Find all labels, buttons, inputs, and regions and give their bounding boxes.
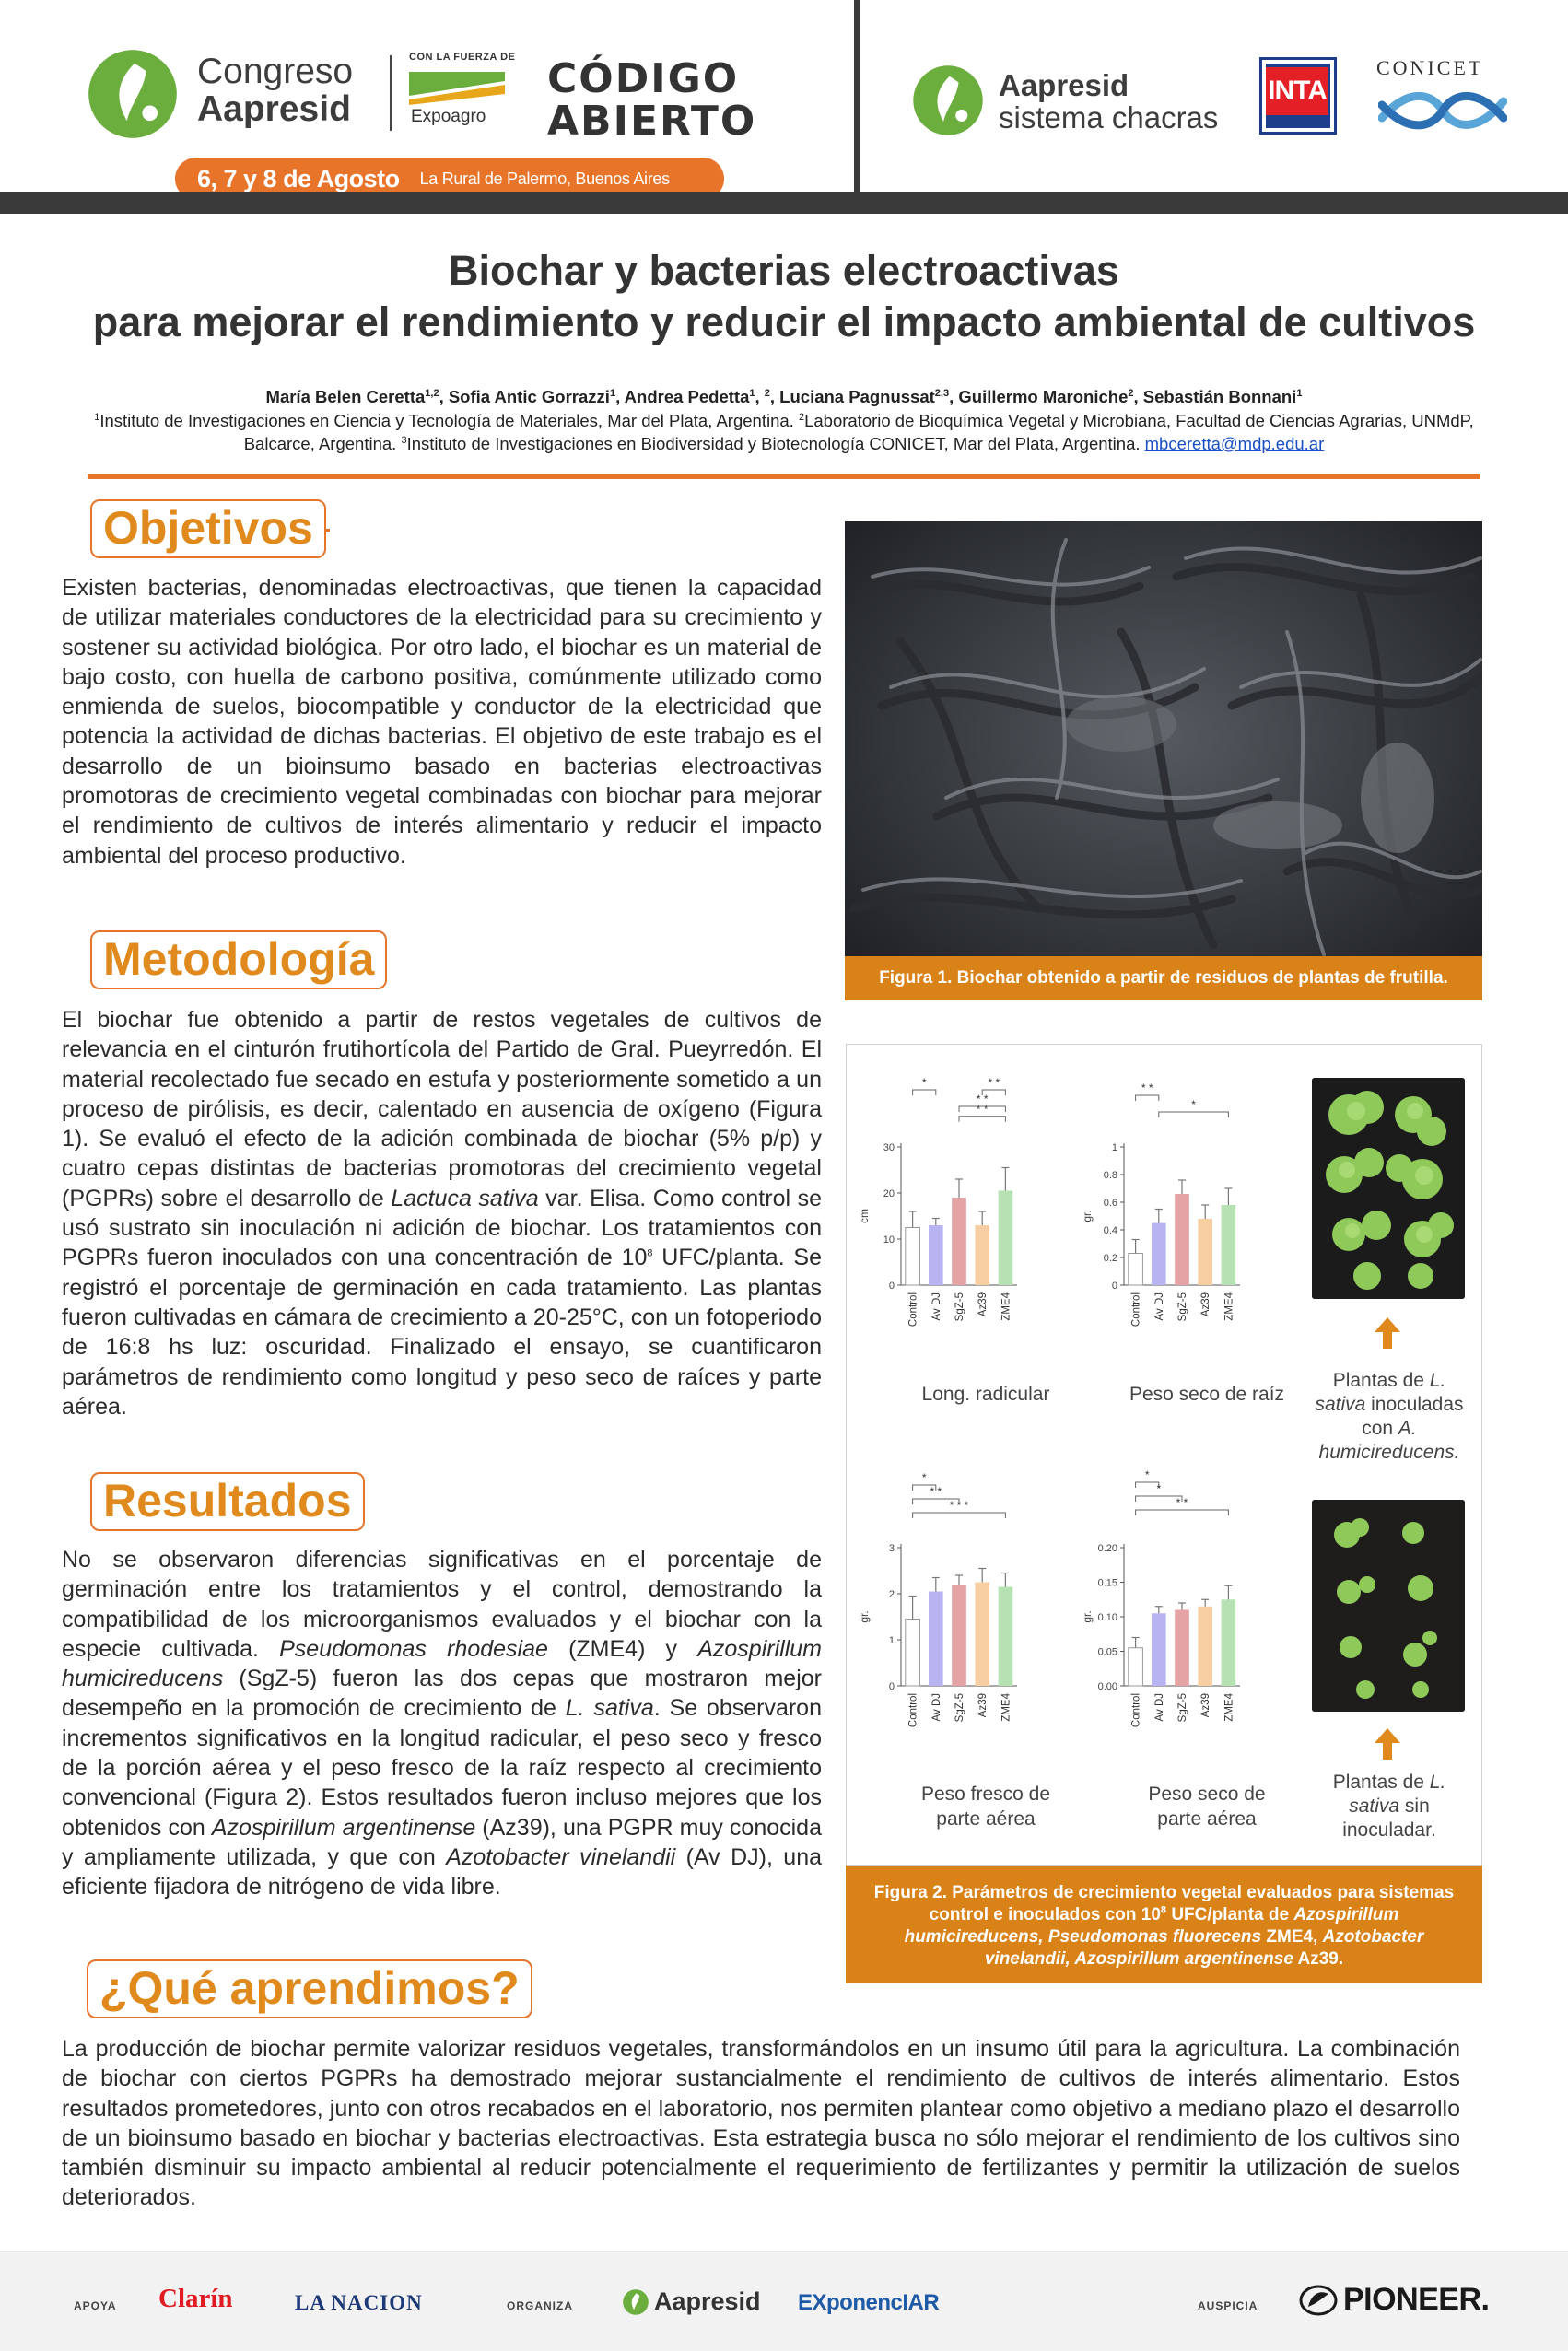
metodologia-heading: Metodología xyxy=(90,930,387,989)
sistema-chacras-wordmark xyxy=(999,70,1218,134)
bar-control xyxy=(906,1620,920,1687)
y-axis-label: gr. xyxy=(1081,1610,1094,1623)
y-axis-label: gr. xyxy=(1081,1210,1094,1222)
species-name: Lactuca sativa xyxy=(391,1185,539,1211)
exponencial-logo: EXponencIAR xyxy=(798,2290,940,2315)
x-tick-label: SgZ-5 xyxy=(954,1693,965,1723)
lettuce-seedlings-small-icon xyxy=(1312,1500,1465,1712)
x-tick-label: Control xyxy=(907,1292,919,1328)
y-tick-label: 0.8 xyxy=(1103,1170,1117,1181)
y-tick-label: 0 xyxy=(1111,1281,1117,1292)
y-tick-label: 30 xyxy=(883,1142,895,1153)
x-tick-label: Av DJ xyxy=(1153,1292,1165,1321)
y-tick-label: 0.2 xyxy=(1103,1253,1117,1264)
affil-sup: 3 xyxy=(401,434,407,446)
species-name: Azospirillum humicireducens xyxy=(62,1635,822,1692)
objetivos-text: Existen bacterias, denominadas electroactivas, que tienen la capacidad de utilizar materiales conductores de la electricidad para su crecimiento y sostener su actividad biológica. Por otro lado, el biochar es un material de bajo costo, con huella de carbono positiva, comúnmente utilizado como enmienda de suelos, biocompatible y conductor de la electricidad que potencia la actividad de dichas bacterias. El objetivo de este trabajo es el desarrollo de un bioinsumo basado en bacterias electroactivas promotoras de crecimiento vegetal combinadas con biochar para mejorar el rendimiento de cultivos de interés alimentario y reducir el impacto ambiental del proceso productivo. xyxy=(62,575,822,869)
significance-stars: * xyxy=(1144,1468,1150,1481)
bar-av-dj xyxy=(929,1225,943,1285)
author-sup: 1 xyxy=(609,387,616,399)
y-tick-label: 0.00 xyxy=(1097,1681,1117,1692)
author: , Guillermo Maroniche xyxy=(949,387,1129,406)
event-venue: La Rural de Palermo, Buenos Aires xyxy=(419,169,670,188)
significance-stars: * * xyxy=(1141,1082,1153,1094)
resultados-text xyxy=(62,1545,822,1902)
significance-bracket xyxy=(1136,1510,1229,1515)
bar-zme4 xyxy=(999,1587,1013,1687)
auspicia-label: AUSPICIA xyxy=(1198,2299,1258,2312)
author-sup: 1,2 xyxy=(425,387,439,399)
x-tick-label: ZME4 xyxy=(1223,1693,1235,1722)
congreso-line2: Aapresid xyxy=(197,88,351,129)
y-tick-label: 0 xyxy=(888,1281,895,1292)
affiliations xyxy=(83,409,1485,455)
resultados-span: No se observaron diferencias significativas en el porcentaje de germinación entre los tratamientos y el control, demostrando la compatibilidad de los microorganismos evaluados y el biochar con la especie cultivada. xyxy=(62,1547,822,1662)
species-name: Azotobacter vinelandii xyxy=(446,1843,676,1870)
header-bottom-bar xyxy=(0,192,1568,214)
y-axis-label: cm xyxy=(858,1209,871,1223)
conicet-wordmark: CONICET xyxy=(1376,56,1484,79)
author-sup: 1 xyxy=(1296,387,1303,399)
significance-stars: * * * xyxy=(949,1499,969,1512)
x-tick-label: SgZ-5 xyxy=(954,1292,965,1322)
author-list xyxy=(55,387,1513,407)
plant-cap-span: Plantas de xyxy=(1332,1370,1430,1391)
significance-bracket xyxy=(1136,1482,1159,1488)
clarin-logo: Clarín xyxy=(158,2284,233,2313)
y-tick-label: 0.6 xyxy=(1103,1198,1117,1209)
expoagro-flag-icon xyxy=(409,72,505,105)
bar-zme4 xyxy=(1222,1205,1236,1285)
bar-zme4 xyxy=(1222,1599,1236,1686)
significance-bracket xyxy=(1136,1095,1159,1101)
bar-az39 xyxy=(1198,1219,1212,1285)
affil-sup: 1 xyxy=(94,411,100,423)
resultados-span: (Az39), una PGPR muy conocida y ampliamente utilizada, y que con xyxy=(62,1814,822,1870)
resultados-span: (Av DJ), una eficiente fijadora de nitrógeno de vida libre. xyxy=(62,1843,822,1901)
bar-av-dj xyxy=(1152,1223,1166,1286)
x-tick-label: SgZ-5 xyxy=(1177,1292,1188,1322)
aapresid-leaf-icon xyxy=(85,46,181,142)
bar-av-dj xyxy=(1152,1613,1166,1686)
aprendimos-text: La producción de biochar permite valorizar residuos vegetales, transformándolos en un insumo útil para la agricultura. La combinación de biochar con ciertos PGPRs ha demostrado mejorar sustancialmente el rendimiento de cultivos de interés alimentario. Estos resultados prometedores, junto con otros recabados en el laboratorio, nos permiten plantear como objetivo a mediano plazo el desarrollo de un bioinsumo basado en biochar y bacterias electroactivas. Esta estrategia busca no sólo mejorar el rendimiento de los cultivos sino también disminuir su impacto ambiental al reducir potencialmente el requerimiento de fertilizantes y permitir la utilización de suelos deteriorados. xyxy=(62,2036,1460,2211)
author-sup: 2,3 xyxy=(934,387,950,399)
chart-title-long-radicular: Long. radicular xyxy=(921,1384,1050,1405)
bar-az39 xyxy=(1198,1607,1212,1686)
objetivos-heading: Objetivos xyxy=(90,499,326,558)
congreso-aapresid-wordmark xyxy=(197,53,353,129)
y-axis-label: gr. xyxy=(858,1610,871,1623)
chart-peso-fresco-aerea xyxy=(846,1446,1067,1760)
species-name: Pseudomonas rhodesiae xyxy=(279,1635,548,1662)
resultados-heading: Resultados xyxy=(90,1472,365,1531)
event-dates: 6, 7 y 8 de Agosto xyxy=(197,164,400,193)
author: , xyxy=(755,387,765,406)
bar-az39 xyxy=(975,1583,989,1687)
x-tick-label: ZME4 xyxy=(1000,1292,1012,1321)
y-tick-label: 0.20 xyxy=(1097,1543,1117,1554)
plant-caption-inoculated xyxy=(1306,1369,1472,1465)
metodologia-text xyxy=(62,1005,822,1421)
y-tick-label: 20 xyxy=(883,1188,895,1199)
y-tick-label: 0 xyxy=(888,1681,895,1692)
significance-stars: * * xyxy=(976,1102,989,1116)
poster-title-line2: para mejorar el rendimiento y reducir el impacto ambiental de cultivos xyxy=(92,298,1476,345)
metodologia-p3: UFC/planta. Se registró el porcentaje de germinación en cada tratamiento. Las plantas fueron cultivadas en cámara de crecimiento a 20-25°C, con un fotoperiodo de 16:8 hs luz: oscuridad. Finalizado el ensayo, se cuantificaron parámetros de rendimiento como longitud y peso seco de raíces y parte aérea. xyxy=(62,1245,822,1420)
significance-stars: * xyxy=(921,1076,927,1089)
caption-span: ZME4, xyxy=(1261,1927,1323,1947)
plant-cap-span: sin inoculadar. xyxy=(1342,1795,1436,1841)
up-arrow-icon xyxy=(1375,1317,1400,1349)
author: , Sebastián Bonnani xyxy=(1133,387,1297,406)
pioneer-leaf-icon xyxy=(1299,2285,1338,2316)
figure1-caption: Figura 1. Biochar obtenido a partir de residuos de plantas de frutilla. xyxy=(845,956,1482,1000)
author: , Luciana Pagnussat xyxy=(769,387,935,406)
species-name: Azotobacter vinelandii, Azospirillum argentinense xyxy=(984,1927,1424,1969)
plant-photo-inoculated xyxy=(1312,1078,1465,1299)
x-tick-label: Az39 xyxy=(1200,1292,1212,1317)
codigo-line1: CÓDIGO xyxy=(547,55,740,102)
x-tick-label: ZME4 xyxy=(1223,1292,1235,1321)
pioneer-logo: PIONEER. xyxy=(1343,2282,1490,2317)
significance-bracket xyxy=(1136,1496,1182,1502)
species-name: A. humicireducens. xyxy=(1318,1418,1460,1463)
lettuce-seedlings-icon xyxy=(1312,1078,1465,1299)
x-tick-label: Av DJ xyxy=(1153,1693,1165,1722)
congreso-line1: Congreso xyxy=(197,52,354,91)
conicet-wave-icon xyxy=(1378,85,1507,136)
x-tick-label: Az39 xyxy=(1200,1693,1212,1718)
y-tick-label: 3 xyxy=(888,1543,895,1554)
poster-header xyxy=(0,0,1568,214)
poster-title-line1: Biochar y bacterias electroactivas xyxy=(449,247,1119,294)
significance-stars: * xyxy=(1156,1482,1162,1495)
author: María Belen Ceretta xyxy=(265,387,426,406)
biochar-photo xyxy=(845,521,1482,1000)
author: , Sofia Antic Gorrazzi xyxy=(439,387,610,406)
x-tick-label: Av DJ xyxy=(930,1292,942,1321)
y-tick-label: 2 xyxy=(888,1589,895,1600)
codigo-line2: ABIERTO xyxy=(547,98,757,145)
significance-bracket xyxy=(913,1513,1006,1518)
affil-sup: 2 xyxy=(798,411,805,423)
plant-caption-control xyxy=(1306,1771,1472,1842)
inta-label: INTA xyxy=(1266,67,1328,115)
resultados-span: . Se observaron incrementos significativos en la longitud radicular, el peso seco y fresco de la porción aérea y el peso fresco de la raíz respecto al crecimiento convencional (Figura 2). Estos resultados fueron incluso mejores que los obtenidos con xyxy=(62,1695,822,1841)
expoagro-wordmark: Expoagro xyxy=(411,107,486,126)
affil-text: Instituto de Investigaciones en Ciencia y Tecnología de Materiales, Mar del Plata, Argentina. xyxy=(99,411,799,430)
codigo-abierto-wordmark xyxy=(547,55,757,145)
bar-sgz-5 xyxy=(1175,1610,1189,1687)
chart-title-peso-seco-raiz: Peso seco de raíz xyxy=(1129,1384,1285,1405)
aapresid-footer-logo: Aapresid xyxy=(654,2287,761,2315)
y-tick-label: 10 xyxy=(883,1234,895,1246)
significance-stars: * * xyxy=(930,1485,942,1498)
header-separator xyxy=(390,55,392,131)
y-tick-label: 1 xyxy=(1111,1142,1117,1153)
apoya-label: APOYA xyxy=(74,2299,117,2312)
author-sup: 2 xyxy=(764,387,770,399)
title-rule xyxy=(88,474,1480,479)
x-tick-label: Az39 xyxy=(977,1693,989,1718)
bar-sgz-5 xyxy=(952,1198,966,1285)
plant-cap-span: inoculadas con xyxy=(1362,1394,1464,1439)
metodologia-p1: El biochar fue obtenido a partir de restos vegetales de cultivos de relevancia en el cinturón frutihortícola del Partido de Gral. Pueyrredón. El material recolectado fue secado en estufa y posteriormente sometido a un proceso de pirólisis, es decir, calentado en ausencia de oxígeno (Figura 1). Se evaluó el efecto de la adición combinada de biochar (5% p/p) y cuatro cepas distintas de bacterias promotoras del crecimiento vegetal (PGPRs) sobre el desarrollo de xyxy=(62,1007,822,1211)
figure2-caption xyxy=(846,1866,1482,1983)
y-tick-label: 0.05 xyxy=(1097,1646,1117,1658)
metodologia-p2: var. Elisa. Como control se usó sustrato sin inoculación ni adición de biochar. Los tratamientos con PGPRs fueron inoculados con una concentración de 10 xyxy=(62,1185,822,1271)
x-tick-label: ZME4 xyxy=(1000,1693,1012,1722)
species-name: L. sativa xyxy=(565,1695,654,1722)
up-arrow-icon xyxy=(1375,1728,1400,1760)
con-la-fuerza-label: CON LA FUERZA DE xyxy=(409,52,516,63)
organiza-label: ORGANIZA xyxy=(507,2299,573,2312)
y-tick-label: 1 xyxy=(888,1635,895,1646)
x-tick-label: Az39 xyxy=(977,1292,989,1317)
author: , Andrea Pedetta xyxy=(615,387,750,406)
significance-bracket xyxy=(959,1117,1005,1122)
chart-title-peso-fresco-aerea: Peso fresco de parte aérea xyxy=(920,1784,1051,1830)
figure1-photo xyxy=(845,521,1482,1000)
chart-peso-seco-aerea xyxy=(1069,1446,1299,1760)
significance-stars: * * xyxy=(1176,1496,1188,1509)
significance-stars: * * xyxy=(988,1076,1000,1089)
affil-text: Laboratorio de Bioquímica Vegetal y Microbiana, Facultad de Ciencias Agrarias, UNMdP, Balcarce, Argentina. xyxy=(243,411,1474,453)
significance-bracket xyxy=(1159,1112,1229,1117)
bar-zme4 xyxy=(999,1191,1013,1286)
caption-span: Az39. xyxy=(1293,1949,1344,1969)
chart-title-peso-seco-aerea: Peso seco de parte aérea xyxy=(1148,1784,1266,1830)
exponent: 8 xyxy=(647,1248,653,1260)
y-tick-label: 0.10 xyxy=(1097,1612,1117,1623)
significance-stars: * * xyxy=(976,1093,989,1105)
author-sup: 1 xyxy=(749,387,755,399)
significance-bracket xyxy=(913,1090,936,1095)
chacras-line1: Aapresid xyxy=(999,68,1129,102)
bar-av-dj xyxy=(929,1592,943,1687)
bar-az39 xyxy=(975,1225,989,1285)
bar-control xyxy=(1129,1254,1143,1286)
species-name: L. sativa xyxy=(1349,1772,1446,1817)
author-sup: 2 xyxy=(1128,387,1134,399)
species-name: L. sativa xyxy=(1315,1370,1446,1415)
chacras-line2: sistema chacras xyxy=(999,99,1219,135)
x-tick-label: Av DJ xyxy=(930,1693,942,1722)
significance-stars: * xyxy=(921,1471,927,1484)
aapresid-footer-leaf-icon xyxy=(622,2288,649,2316)
plant-photo-control xyxy=(1312,1500,1465,1712)
caption-span: UFC/planta de xyxy=(1166,1905,1294,1924)
x-tick-label: Control xyxy=(1130,1292,1142,1328)
bar-sgz-5 xyxy=(952,1585,966,1686)
inta-logo xyxy=(1259,57,1337,135)
header-divider xyxy=(854,0,860,193)
aprendimos-heading: ¿Qué aprendimos? xyxy=(87,1959,532,2018)
caption-span: Figura 2. Parámetros de crecimiento vegetal evaluados para sistemas control e inoculados con 10 xyxy=(873,1883,1455,1924)
bar-control xyxy=(906,1228,920,1286)
species-name: Azospirillum humicireducens, Pseudomonas fluorecens xyxy=(904,1905,1399,1947)
significance-stars: * xyxy=(1191,1098,1196,1111)
exponent: 8 xyxy=(1160,1904,1167,1916)
x-tick-label: Control xyxy=(907,1693,919,1728)
resultados-span: (SgZ-5) fueron las dos cepas que mostraron mejor desempeño en la promoción de crecimiento de xyxy=(62,1666,822,1722)
plant-cap-span: Plantas de xyxy=(1332,1772,1430,1793)
affil-text: Instituto de Investigaciones en Biodiversidad y Biotecnología CONICET, Mar del Plata, Argentina. xyxy=(406,434,1145,453)
chart-long-radicular xyxy=(846,1046,1067,1359)
species-name: Azospirillum argentinense xyxy=(211,1814,476,1841)
y-tick-label: 0.4 xyxy=(1103,1225,1117,1236)
resultados-span: (ZME4) y xyxy=(547,1635,698,1662)
chacras-leaf-icon xyxy=(910,63,986,138)
bar-sgz-5 xyxy=(1175,1194,1189,1285)
chart-peso-seco-raiz xyxy=(1069,1046,1299,1359)
x-tick-label: Control xyxy=(1130,1693,1142,1728)
y-tick-label: 0.15 xyxy=(1097,1577,1117,1589)
email-link[interactable]: mbceretta@mdp.edu.ar xyxy=(1144,434,1325,453)
lanacion-logo: LA NACION xyxy=(295,2291,423,2314)
bar-control xyxy=(1129,1648,1143,1686)
x-tick-label: SgZ-5 xyxy=(1177,1693,1188,1723)
